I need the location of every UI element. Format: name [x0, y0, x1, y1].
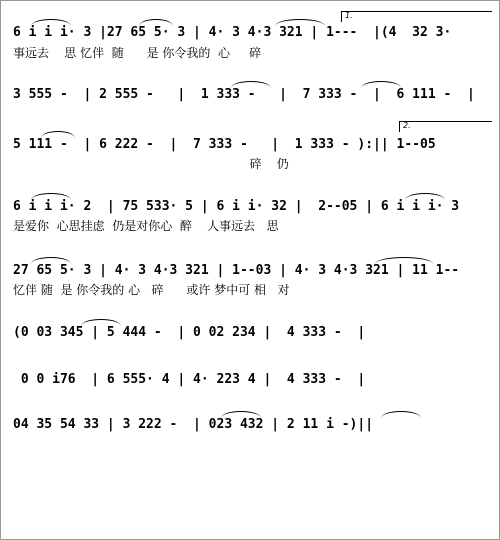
notation-row-7: 0 0 i76 | 6 555· 4 | 4· 223 4 | 4 333 - | — [13, 372, 366, 387]
lyrics-row-4: 是爱你 心思挂虑 仍是对你心 醉 人事远去 思 — [13, 219, 279, 233]
slur-mark — [375, 257, 433, 264]
slur-mark — [221, 411, 261, 418]
slur-mark — [81, 319, 121, 326]
lyrics-row-3: 碎 仍 — [13, 157, 289, 171]
notation-row-1: 6 i i i· 3 |27 65 5· 3 | 4· 3 4·3 321 | 1--- |(4 32 3· — [13, 25, 452, 40]
slur-mark — [231, 81, 271, 88]
volta-second-label: 2. — [403, 121, 411, 130]
notation-row-8: 04 35 54 33 | 3 222 - | 023 432 | 2 11 i -)|| — [13, 417, 374, 432]
slur-mark — [31, 193, 71, 200]
lyrics-row-5: 忆伴 随 是 你令我的 心 碎 或许 梦中可 相 对 — [13, 283, 290, 297]
volta-second-ending — [399, 121, 492, 132]
slur-mark — [41, 131, 75, 138]
lyrics-row-1: 事远去 思 忆伴 随 是 你令我的 心 碎 — [13, 46, 262, 60]
notation-row-5: 27 65 5· 3 | 4· 3 4·3 321 | 1--03 | 4· 3 4·3 321 | 11 1-- — [13, 263, 460, 278]
volta-first-label: 1. — [345, 11, 353, 20]
notation-row-4: 6 i i i· 2 | 75 533· 5 | 6 i i· 32 | 2--05 | 6 i i i· 3 — [13, 199, 460, 214]
slur-mark — [405, 193, 445, 200]
notation-row-2: 3 555 - | 2 555 - | 1 333 - | 7 333 - | 6 111 - | — [13, 87, 475, 102]
volta-first-ending — [341, 11, 492, 22]
notation-row-3: 5 111 - | 6 222 - | 7 333 - | 1 333 - ):|| 1--05 — [13, 137, 436, 152]
slur-mark — [31, 19, 71, 26]
slur-mark — [139, 19, 173, 26]
slur-mark — [31, 257, 71, 264]
slur-mark — [381, 411, 421, 418]
notation-row-6: (0 03 345 | 5 444 - | 0 02 234 | 4 333 - | — [13, 325, 366, 340]
slur-mark — [361, 81, 401, 88]
slur-mark — [275, 19, 325, 26]
